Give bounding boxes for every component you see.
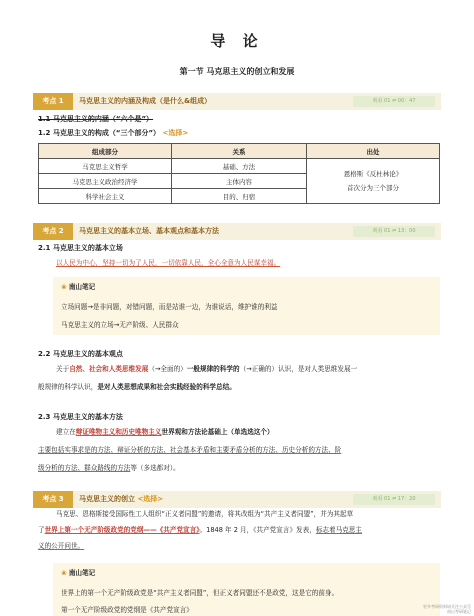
view-stats-badge: 观看 01 ⇌ 17：20	[353, 494, 435, 505]
key-point-tag: 考点 1	[33, 93, 73, 110]
source-line: 恩格斯《反杜林论》	[343, 170, 403, 178]
table-cell: 目的、归宿	[172, 189, 307, 204]
text-span: 了	[38, 526, 45, 534]
stance-text: 以人民为中心，坚持一切为了人民，一切依靠人民，全心全意为人民谋幸福。	[56, 259, 281, 267]
section-heading-text: 1.2 马克思主义的构成（“三个部分”）	[38, 129, 161, 137]
creation-line-1: 马克思、恩格斯接受国际性工人组织“正义者同盟”的邀请，将其改组为“共产主义者同盟”，并为其起草	[56, 510, 354, 518]
note-heading	[61, 567, 95, 577]
note-line: 立场问题→是非问题，对错问题，而是站谁一边，为谁说话，维护谁的利益	[61, 303, 278, 311]
text-span: （→全面的）	[148, 365, 187, 373]
section-heading-2-2: 2.2 马克思主义的基本观点	[38, 350, 123, 358]
watermark-line: 南山考研笔记	[447, 609, 471, 614]
note-line: 世界上的第一个无产阶级政党是“共产主义者同盟”，但正义者同盟还不是政党，这是它的前身。	[61, 589, 339, 597]
text-span: 关于	[56, 365, 70, 373]
watermark-line: 更多考研资料请关注公众号	[423, 604, 471, 609]
creation-line-2	[38, 521, 362, 539]
page-title: 导 论	[210, 32, 264, 50]
table-cell: 科学社会主义	[39, 189, 172, 204]
highlight-span: 一般规律的科学的	[186, 365, 240, 373]
text-span: 建立在	[56, 428, 76, 436]
section-heading-2-3: 2.3 马克思主义的基本方法	[38, 413, 123, 421]
key-point-heading: 马克思主义的内涵及构成（是什么&组成）	[79, 97, 212, 105]
viewpoint-line-2	[38, 378, 236, 396]
table-cell: 马克思主义哲学	[39, 159, 172, 174]
table-cell-source	[307, 159, 440, 204]
text-span: （→正确的）	[239, 365, 279, 373]
key-point-2-header	[33, 223, 441, 240]
note-heading	[61, 281, 95, 291]
key-point-heading: 马克思主义的基本立场、基本观点和基本方法	[79, 227, 219, 235]
text-span: 认识，是对人类思维发展一	[278, 365, 358, 373]
table-header: 组成部分	[39, 144, 172, 159]
table-header-row	[39, 144, 440, 159]
text-span: 世界观和方法论基础上（单选选这个）	[161, 428, 274, 436]
text-span: 级分析的方法、群众路线的方法	[38, 464, 131, 472]
view-stats-badge: 观看 01 ⇌ 13：00	[353, 226, 435, 237]
highlight-span: 是对人类思想成果和社会实践经验的科学总结。	[97, 383, 236, 391]
viewpoint-line-1	[56, 360, 440, 378]
note-heading-text: 南山笔记	[68, 569, 96, 577]
source-line: 首次分为三个部分	[347, 184, 399, 192]
choice-tag: <选择>	[162, 129, 189, 137]
highlight-span: 世界上第一个无产阶级政党的党纲——《共产党宣言》	[44, 526, 200, 534]
note-box-1	[53, 277, 440, 335]
section-heading-1-1: 1.1 马克思主义的内涵（“六个是”）	[38, 115, 154, 123]
section-heading-2-1: 2.1 马克思主义的基本立场	[38, 244, 123, 252]
composition-table	[38, 143, 440, 204]
table-header: 关系	[172, 144, 307, 159]
key-point-tag: 考点 3	[33, 491, 73, 508]
highlight-span: 辩证唯物主义和历史唯物主义	[75, 428, 162, 436]
section-subtitle: 第一节 马克思主义的创立和发展	[179, 67, 295, 76]
table-cell: 基础、方法	[172, 159, 307, 174]
note-icon: ❀	[61, 569, 67, 577]
note-heading-text: 南山笔记	[68, 283, 96, 291]
text-span: 等（多选都对）。	[130, 464, 180, 472]
highlight-span: 自然、社会和人类思维发展	[69, 365, 149, 373]
watermark	[423, 604, 471, 614]
method-line-1	[56, 423, 274, 441]
note-box-2	[53, 563, 440, 616]
key-point-1-header	[33, 93, 441, 110]
creation-line-3: 义的公开问世。	[38, 542, 85, 550]
note-line: 第一个无产阶级政党的党纲是《共产党宣言》	[61, 606, 193, 614]
table-cell: 马克思主义政治经济学	[39, 174, 172, 189]
text-span: 。1848 年 2 月，《共产党宣言》发表，	[199, 526, 316, 534]
note-line: 马克思主义的立场→无产阶级、人民群众	[61, 321, 179, 329]
note-icon: ❀	[61, 283, 67, 291]
text-span: 标志着马克思主	[315, 526, 362, 534]
table-row	[39, 159, 440, 174]
view-stats-badge: 观看 01 ⇌ 00：47	[353, 96, 435, 107]
table-cell: 主体内容	[172, 174, 307, 189]
key-point-tag: 考点 2	[33, 223, 73, 240]
heading-text: 马克思主义的创立	[79, 495, 135, 503]
method-line-2: 主要包括实事求是的方法、辩证分析的方法、社会基本矛盾和主要矛盾分析的方法、历史分析的方法、阶	[38, 446, 342, 454]
table-header: 出处	[307, 144, 440, 159]
text-span: 般规律的科学认识，	[38, 383, 98, 391]
stance-paragraph	[56, 254, 280, 272]
section-heading-1-2	[38, 128, 188, 138]
method-line-3	[38, 459, 180, 477]
choice-tag: <选择>	[137, 495, 164, 503]
